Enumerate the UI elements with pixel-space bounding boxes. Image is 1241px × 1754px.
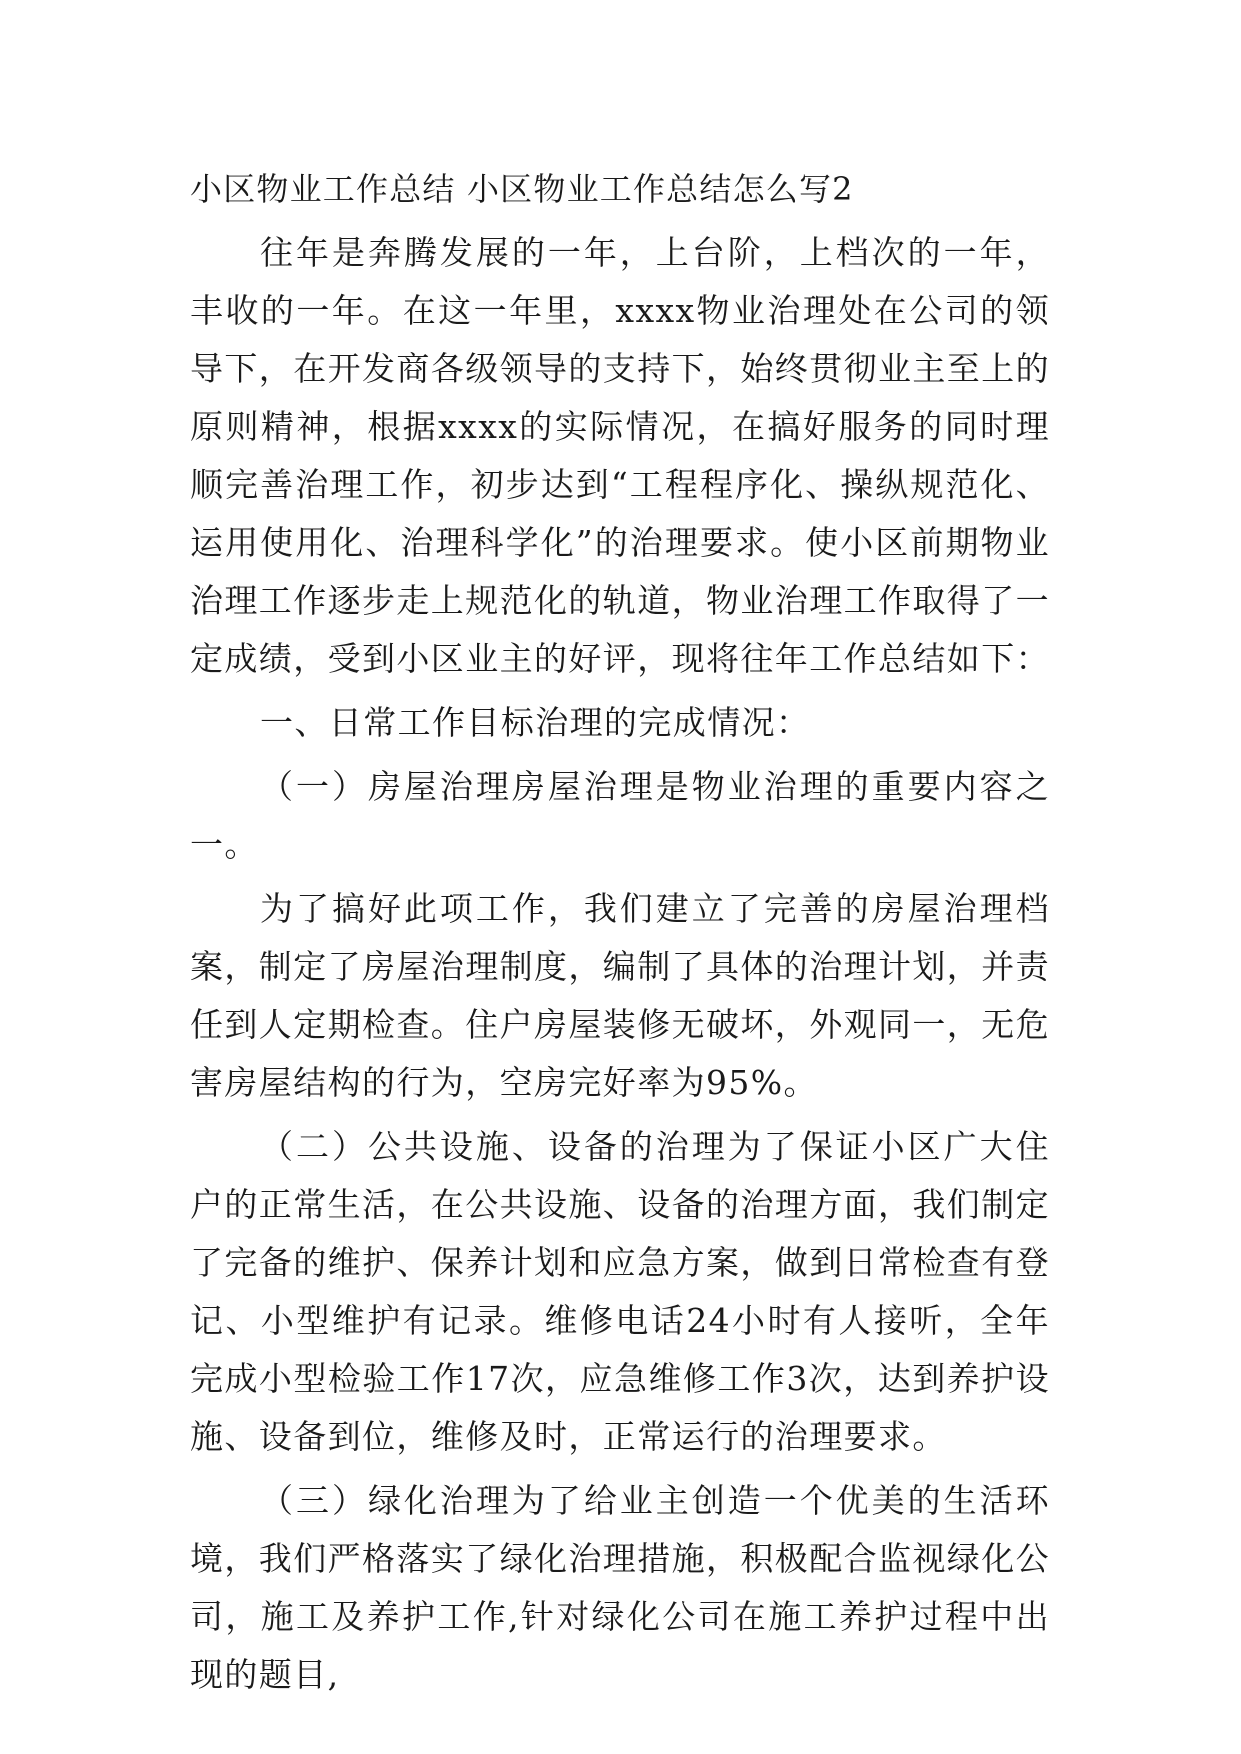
document-title: 小区物业工作总结 小区物业工作总结怎么写2	[190, 170, 854, 208]
paragraph-public-facilities: （二）公共设施、设备的治理为了保证小区广大住户的正常生活，在公共设施、设备的治理方面，我们制定了完备的维护、保养计划和应急方案，做到日常检查有登记、小型维护有记录。维修电话24小时有人接听，全年完成小型检验工作17次，应急维修工作3次，达到养护设施、设备到位，维修及时，正常运行的治理要求。	[190, 1127, 1050, 1456]
paragraph-housing-management: 为了搞好此项工作，我们建立了完善的房屋治理档案，制定了房屋治理制度，编制了具体的治理计划，并责任到人定期检查。住户房屋装修无破坏，外观同一，无危害房屋结构的行为，空房完好率为95%。	[190, 889, 1050, 1102]
document-body	[190, 160, 1050, 1704]
paragraph-intro: 往年是奔腾发展的一年，上台阶，上档次的一年，丰收的一年。在这一年里，xxxx物业治理处在公司的领导下，在开发商各级领导的支持下，始终贯彻业主至上的原则精神，根据xxxx的实际情况，在搞好服务的同时理顺完善治理工作，初步达到“工程程序化、操纵规范化、运用使用化、治理科学化”的治理要求。使小区前期物业治理工作逐步走上规范化的轨道，物业治理工作取得了一定成绩，受到小区业主的好评，现将往年工作总结如下：	[190, 233, 1050, 678]
paragraph-section-heading: 一、日常工作目标治理的完成情况：	[260, 703, 811, 742]
paragraph-housing-heading: （一）房屋治理房屋治理是物业治理的重要内容之一。	[190, 767, 1050, 864]
paragraph-greening: （三）绿化治理为了给业主创造一个优美的生活环境，我们严格落实了绿化治理措施，积极配合监视绿化公司，施工及养护工作,针对绿化公司在施工养护过程中出现的题目,	[190, 1481, 1050, 1694]
